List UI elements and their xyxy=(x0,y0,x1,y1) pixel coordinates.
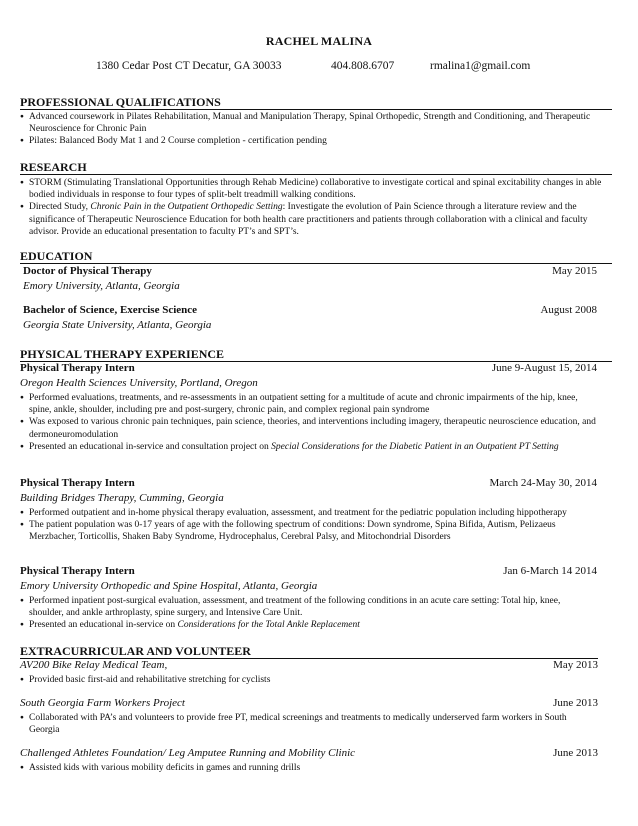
candidate-name: RACHEL MALINA xyxy=(265,34,373,48)
degree-title: Bachelor of Science, Exercise Science xyxy=(23,304,198,316)
degree-title: Doctor of Physical Therapy xyxy=(23,265,152,277)
job-title: Physical Therapy Intern xyxy=(20,565,135,577)
job-header xyxy=(20,477,597,492)
list-item: ● Performed outpatient and in-home physical therapy evaluation, assessment, and treatment for the pediatric population including hippotherapy xyxy=(20,507,597,519)
job-header xyxy=(20,565,597,580)
job-text: Presented an educational in-service and consultation project on xyxy=(29,441,272,452)
experience-job-3 xyxy=(20,565,597,632)
entry-date: Jan 6-March 14 2014 xyxy=(503,565,597,577)
job-header xyxy=(20,362,597,377)
education-entry xyxy=(23,304,597,319)
list-item xyxy=(20,201,614,238)
entry-date: May 2013 xyxy=(553,659,598,671)
list-item: ● Pilates: Balanced Body Mat 1 and 2 Course completion - certification pending xyxy=(20,135,614,147)
experience-job-2 xyxy=(20,477,597,544)
volunteer-org: Challenged Athletes Foundation/ Leg Amputee Running and Mobility Clinic xyxy=(20,746,356,759)
section-heading-research: RESEARCH xyxy=(20,161,612,175)
education-list xyxy=(23,265,597,334)
entry-date: June 2013 xyxy=(553,697,598,710)
job-title: Physical Therapy Intern xyxy=(20,362,135,374)
entry-date: March 24-May 30, 2014 xyxy=(489,477,597,489)
research-text: : Investigate the evolution of Pain Science through a literature review and the significance of Therapeutic Neuroscience Education for both health care practitioners and patients through collaboration with a clinical and faculty advisor. Provide an educational presentation to faculty PT’s and SPT’s. xyxy=(29,202,588,237)
volunteer-org: South Georgia Farm Workers Project xyxy=(20,697,185,710)
presentation-title: Special Considerations for the Diabetic Patient in an Outpatient PT Setting xyxy=(271,441,559,452)
entry-date: June 2013 xyxy=(553,746,598,759)
volunteer-entry xyxy=(20,747,598,762)
list-item: ● Performed evaluations, treatments, and re-assessments in an outpatient setting for a multitude of acute and chronic impairments of the hip, knee, spine, ankle, shoulder, including pre and post-surgery, chronic pain, and complex regional pain syndrome xyxy=(20,392,597,416)
job-title: Physical Therapy Intern xyxy=(20,477,135,489)
phone: 404.808.6707 xyxy=(331,60,395,72)
entry-date: June 9-August 15, 2014 xyxy=(491,362,597,374)
list-item xyxy=(20,619,597,631)
list-item: ● Was exposed to various chronic pain techniques, pain science, theories, and interventions including imagery, therapeutic neuroscience education, and dermoneuromodulation xyxy=(20,416,597,440)
volunteer-entry xyxy=(20,659,598,674)
entry-date: August 2008 xyxy=(540,304,597,316)
qualifications-list xyxy=(20,111,614,148)
section-heading-extracurricular: EXTRACURRICULAR AND VOLUNTEER xyxy=(20,645,598,659)
list-item: ● Assisted kids with various mobility deficits in games and running drills xyxy=(20,762,598,774)
volunteer-org: AV200 Bike Relay Medical Team, xyxy=(20,659,168,671)
section-heading-experience: PHYSICAL THERAPY EXPERIENCE xyxy=(20,348,612,362)
section-heading-qualifications: PROFESSIONAL QUALIFICATIONS xyxy=(20,96,612,110)
section-heading-education: EDUCATION xyxy=(20,250,612,264)
list-item: ● Performed inpatient post-surgical evaluation, assessment, and treatment of the following conditions in an acute care setting: Total hip, knee, shoulder, and ankle arthroplasty, spine surgery, and Intensive Care Unit. xyxy=(20,595,597,619)
research-list xyxy=(20,177,614,238)
presentation-title: Considerations for the Total Ankle Replacement xyxy=(177,620,360,631)
organization-name: Oregon Health Sciences University, Portland, Oregon xyxy=(20,377,258,389)
list-item: ● Advanced coursework in Pilates Rehabilitation, Manual and Manipulation Therapy, Spinal Orthopedic, Strength and Conditioning, and Therapeutic Neuroscience for Chronic Pain xyxy=(20,111,614,135)
entry-date: May 2015 xyxy=(552,265,597,277)
school-name: Georgia State University, Atlanta, Georgia xyxy=(23,319,212,331)
list-item: ● The patient population was 0-17 years of age with the following spectrum of conditions: Down syndrome, Spina Bifida, Autism, Pelizaeus Merzbacher, Torticollis, Shaken Baby Syndrome, Hydrocephalus, Cerebral Palsy, and Mitochondrial Disorders xyxy=(20,519,597,543)
address: 1380 Cedar Post CT Decatur, GA 30033 xyxy=(96,60,282,72)
email[interactable]: rmalina1@gmail.com xyxy=(430,60,531,72)
list-item: ● STORM (Stimulating Translational Opportunities through Rehab Medicine) collaborative to investigate cortical and spinal excitability changes in able bodied individuals in response to four types of split-belt treadmill walking conditions. xyxy=(20,177,614,201)
list-item: ● Provided basic first-aid and rehabilitative stretching for cyclists xyxy=(20,674,598,686)
list-item: ● Collaborated with PA’s and volunteers to provide free PT, medical screenings and treatments to medically underserved farm workers in South Georgia xyxy=(20,712,598,736)
school-name: Emory University, Atlanta, Georgia xyxy=(23,280,180,292)
list-item xyxy=(20,441,597,453)
experience-job-1 xyxy=(20,362,597,453)
volunteer-entry xyxy=(20,697,598,712)
education-entry xyxy=(23,265,597,280)
organization-name: Emory University Orthopedic and Spine Hospital, Atlanta, Georgia xyxy=(20,580,318,592)
research-study-title: Chronic Pain in the Outpatient Orthopedic Setting xyxy=(90,202,283,213)
research-text: Directed Study, xyxy=(29,202,91,213)
organization-name: Building Bridges Therapy, Cumming, Georgia xyxy=(20,492,224,504)
extracurricular-list xyxy=(20,659,598,774)
job-text: Presented an educational in-service on xyxy=(29,620,178,631)
